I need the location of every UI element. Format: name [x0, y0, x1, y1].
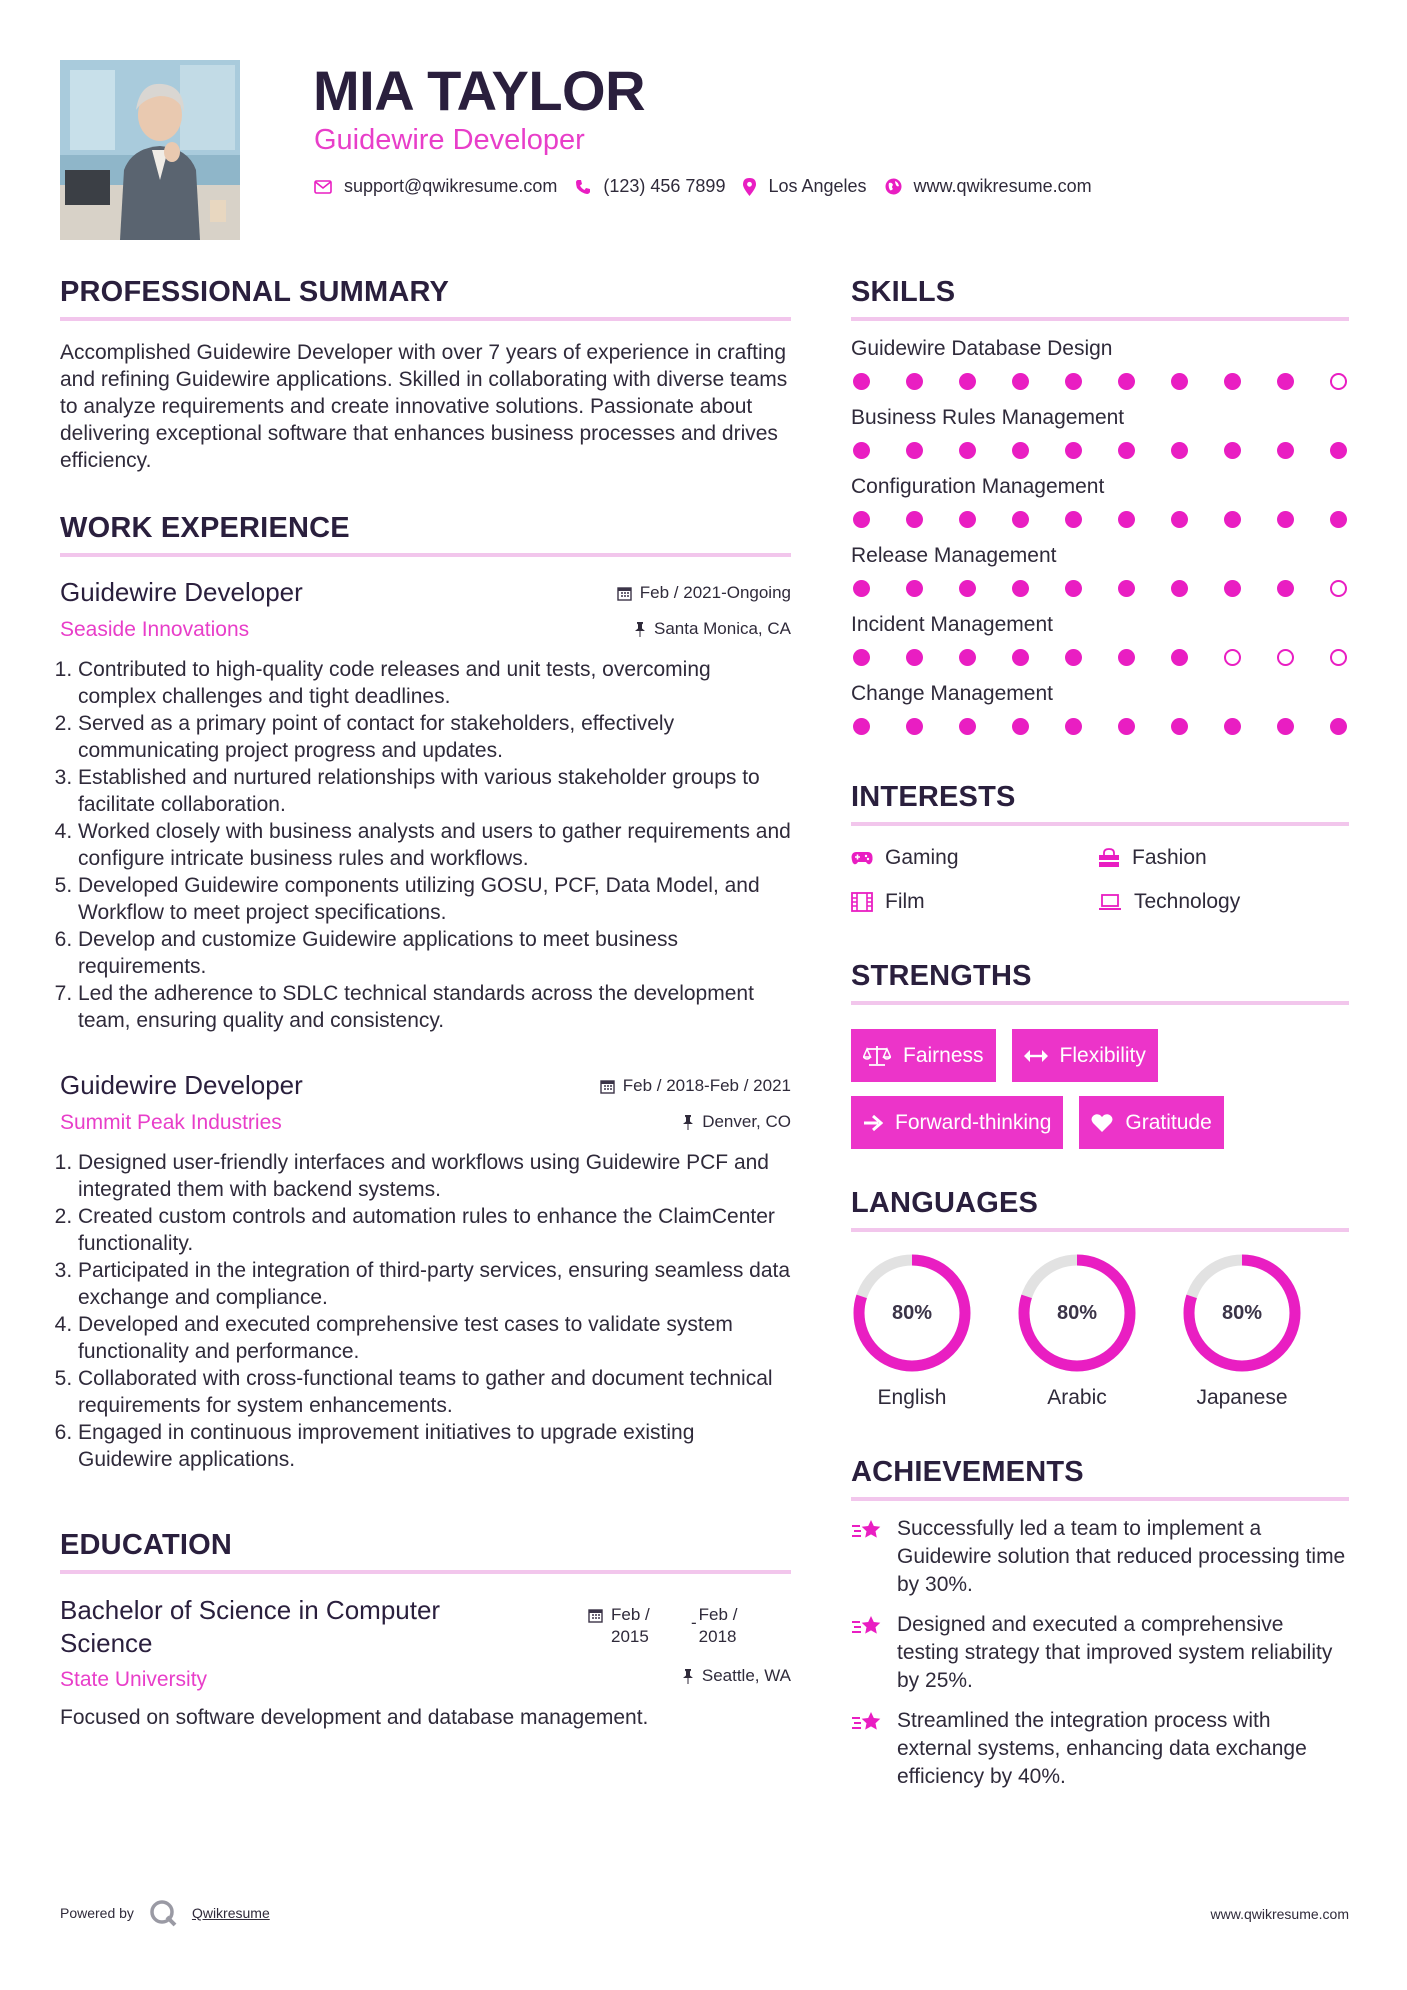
rating-dot-filled [959, 442, 976, 459]
skill-rating [851, 718, 1349, 735]
contact-bar [314, 176, 1110, 197]
language-item [1181, 1252, 1303, 1410]
rating-dot-filled [1224, 580, 1241, 597]
candidate-role: Guidewire Developer [314, 124, 585, 156]
rating-dot-filled [853, 442, 870, 459]
job-location [634, 619, 791, 639]
rating-dot-filled [1330, 442, 1347, 459]
skill-name: Business Rules Management [851, 406, 1125, 429]
right-column [851, 276, 1349, 1791]
education-location [682, 1666, 791, 1686]
rating-dot-filled [1065, 373, 1082, 390]
languages-list [851, 1252, 1349, 1410]
contact-location [743, 176, 866, 197]
rating-dot-filled [1118, 580, 1135, 597]
interest-label: Film [885, 890, 925, 913]
rating-dot-filled [959, 649, 976, 666]
skill-name: Change Management [851, 682, 1053, 705]
location-text: Los Angeles [768, 176, 867, 196]
gamepad-icon [851, 851, 873, 865]
skill-item [851, 544, 1349, 597]
rating-dot-empty [1330, 373, 1347, 390]
rating-dot-filled [1277, 442, 1294, 459]
rating-dot-filled [1118, 511, 1135, 528]
rating-dot-filled [1118, 442, 1135, 459]
list-item: 3. Established and nurtured relationships with various stakeholder groups to facilitate collaboration. [78, 764, 791, 818]
education-date-end: Feb / 2018 [698, 1605, 738, 1646]
arrows-horizontal-icon [1024, 1049, 1048, 1063]
brand-link[interactable]: Qwikresume [191, 1905, 270, 1921]
job-location [682, 1112, 791, 1132]
rating-dot-filled [959, 718, 976, 735]
summary-text: Accomplished Guidewire Developer with over 7 years of experience in crafting and refining Guidewire applications. Skilled in collaborating with diverse teams to analyze requirements and create innovative solutions. Passionate about delivering exceptional software that enhances business processes and drives efficiency. [60, 341, 788, 472]
skill-item [851, 682, 1349, 735]
phone-icon [575, 179, 591, 195]
rating-dot-filled [1171, 580, 1188, 597]
rating-dot-filled [1065, 442, 1082, 459]
language-name: Arabic [1047, 1386, 1107, 1409]
achievement-item [851, 1707, 1349, 1791]
rating-dot-filled [853, 511, 870, 528]
rating-dot-filled [959, 511, 976, 528]
rating-dot-filled [906, 373, 923, 390]
strength-label: Fairness [903, 1043, 984, 1067]
strength-tag [1079, 1096, 1223, 1149]
achievements-list [851, 1515, 1349, 1791]
interest-label: Fashion [1132, 846, 1207, 869]
rating-dot-filled [1012, 373, 1029, 390]
rating-dot-empty [1330, 580, 1347, 597]
envelope-icon [314, 180, 332, 194]
interests-heading: INTERESTS [851, 781, 1349, 826]
education-location-text: Seattle, WA [701, 1666, 791, 1685]
summary-heading: PROFESSIONAL SUMMARY [60, 276, 791, 321]
education-entry [60, 1594, 791, 1731]
job-entry [60, 1070, 791, 1473]
skills-list [851, 337, 1349, 735]
rating-dot-filled [1012, 580, 1029, 597]
footer-powered [60, 1898, 270, 1928]
interest-label: Gaming [885, 846, 959, 869]
job-company: Summit Peak Industries [60, 1111, 282, 1134]
rating-dot-filled [1065, 718, 1082, 735]
job-entry [60, 577, 791, 1034]
language-ring [1181, 1252, 1303, 1374]
shooting-star-icon [851, 1613, 883, 1641]
contact-email[interactable] [314, 176, 557, 197]
rating-dot-filled [1224, 511, 1241, 528]
job-date [600, 1076, 791, 1096]
rating-dot-filled [1277, 718, 1294, 735]
skill-item [851, 613, 1349, 666]
pushpin-icon [634, 621, 646, 637]
list-item: 2. Created custom controls and automation rules to enhance the ClaimCenter functionality. [78, 1203, 791, 1257]
strength-label: Flexibility [1059, 1043, 1146, 1067]
rating-dot-filled [1330, 511, 1347, 528]
rating-dot-filled [1171, 442, 1188, 459]
balance-scale-icon [863, 1045, 891, 1067]
interest-label: Technology [1134, 890, 1241, 913]
achievements-heading: ACHIEVEMENTS [851, 1456, 1349, 1501]
calendar-icon [617, 586, 632, 601]
job-location-text: Denver, CO [702, 1112, 791, 1131]
rating-dot-filled [853, 649, 870, 666]
job-date-text: Feb / 2021-Ongoing [639, 583, 791, 602]
school-name: State University [60, 1668, 208, 1691]
arrow-right-icon [863, 1114, 883, 1132]
map-marker-icon [743, 178, 756, 196]
rating-dot-filled [1171, 649, 1188, 666]
list-item: 7. Led the adherence to SDLC technical standards across the development team, ensuring quality and consistency. [78, 980, 791, 1034]
rating-dot-empty [1330, 649, 1347, 666]
rating-dot-filled [1118, 649, 1135, 666]
strength-label: Gratitude [1125, 1110, 1212, 1134]
achievement-text: Successfully led a team to implement a Guidewire solution that reduced processing time by 30%. [897, 1517, 1346, 1596]
interest-item [1098, 890, 1345, 914]
job-company: Seaside Innovations [60, 618, 250, 641]
strengths-heading: STRENGTHS [851, 960, 1349, 1005]
interest-item [851, 846, 1098, 870]
rating-dot-filled [906, 511, 923, 528]
skill-rating [851, 442, 1349, 459]
shopping-bag-icon [1098, 848, 1120, 868]
rating-dot-filled [1118, 373, 1135, 390]
strength-tag [851, 1096, 1063, 1149]
job-location-text: Santa Monica, CA [653, 619, 791, 638]
achievement-item [851, 1515, 1349, 1599]
rating-dot-filled [959, 580, 976, 597]
shooting-star-icon [851, 1709, 883, 1737]
education-description: Focused on software development and database management. [60, 1706, 649, 1729]
achievement-item [851, 1611, 1349, 1695]
rating-dot-filled [1171, 511, 1188, 528]
rating-dot-filled [1012, 442, 1029, 459]
rating-dot-filled [1277, 511, 1294, 528]
rating-dot-filled [1224, 442, 1241, 459]
list-item: 2. Served as a primary point of contact for stakeholders, effectively communicating project progress and updates. [78, 710, 791, 764]
profile-photo [60, 60, 240, 240]
language-ring [851, 1252, 973, 1374]
job-date [617, 583, 791, 603]
list-item: 1. Contributed to high-quality code releases and unit tests, overcoming complex challenges and tight deadlines. [78, 656, 791, 710]
interest-item [851, 890, 1098, 914]
strength-label: Forward-thinking [895, 1110, 1052, 1134]
rating-dot-filled [1277, 580, 1294, 597]
skill-name: Incident Management [851, 613, 1053, 636]
rating-dot-filled [906, 580, 923, 597]
rating-dot-filled [906, 718, 923, 735]
language-item [851, 1252, 973, 1410]
list-item: 3. Participated in the integration of third-party services, ensuring seamless data exchange and compliance. [78, 1257, 791, 1311]
rating-dot-filled [1277, 373, 1294, 390]
language-item [1016, 1252, 1138, 1410]
shooting-star-icon [851, 1517, 883, 1545]
degree-title: Bachelor of Science in Computer Science [60, 1595, 441, 1658]
skill-item [851, 337, 1349, 390]
list-item: 5. Developed Guidewire components utilizing GOSU, PCF, Data Model, and Workflow to meet project specifications. [78, 872, 791, 926]
left-column [60, 276, 791, 1731]
qwikresume-logo-icon [148, 1898, 178, 1928]
rating-dot-filled [853, 580, 870, 597]
list-item: 6. Engaged in continuous improvement initiatives to upgrade existing Guidewire applications. [78, 1419, 791, 1473]
job-bullets [60, 1149, 791, 1473]
globe-icon [885, 178, 902, 195]
rating-dot-filled [1330, 718, 1347, 735]
language-ring [1016, 1252, 1138, 1374]
skill-item [851, 475, 1349, 528]
rating-dot-empty [1277, 649, 1294, 666]
skill-rating [851, 580, 1349, 597]
website-text: www.qwikresume.com [913, 176, 1092, 196]
pushpin-icon [682, 1114, 694, 1130]
phone-text: (123) 456 7899 [603, 176, 726, 196]
rating-dot-empty [1224, 649, 1241, 666]
skill-rating [851, 511, 1349, 528]
strength-tag [1012, 1029, 1158, 1082]
job-bullets [60, 656, 791, 1034]
list-item: 4. Worked closely with business analysts and users to gather requirements and configure intricate business rules and workflows. [78, 818, 791, 872]
languages-heading: LANGUAGES [851, 1187, 1349, 1232]
job-title: Guidewire Developer [60, 1070, 303, 1100]
work-heading: WORK EXPERIENCE [60, 512, 791, 557]
calendar-icon [600, 1079, 615, 1094]
job-title: Guidewire Developer [60, 577, 303, 607]
skill-name: Release Management [851, 544, 1057, 567]
education-date-sep: - [691, 1613, 697, 1632]
rating-dot-filled [1012, 718, 1029, 735]
footer-website[interactable]: www.qwikresume.com [1210, 1906, 1349, 1922]
powered-by-text: Powered by [60, 1905, 134, 1921]
rating-dot-filled [1065, 511, 1082, 528]
education-date [588, 1604, 747, 1648]
laptop-icon [1098, 893, 1122, 911]
skills-heading: SKILLS [851, 276, 1349, 321]
contact-website[interactable] [885, 176, 1092, 197]
skill-name: Configuration Management [851, 475, 1105, 498]
skill-name: Guidewire Database Design [851, 337, 1113, 360]
language-percent: 80% [1221, 1301, 1263, 1324]
language-name: Japanese [1196, 1386, 1288, 1409]
skill-rating [851, 649, 1349, 666]
film-icon [851, 892, 873, 912]
rating-dot-filled [1224, 718, 1241, 735]
interest-item [1098, 846, 1345, 870]
list-item: 1. Designed user-friendly interfaces and workflows using Guidewire PCF and integrated them with backend systems. [78, 1149, 791, 1203]
interests-list [851, 846, 1349, 914]
rating-dot-filled [1118, 718, 1135, 735]
language-percent: 80% [1056, 1301, 1098, 1324]
rating-dot-filled [853, 373, 870, 390]
language-name: English [877, 1386, 947, 1409]
education-heading: EDUCATION [60, 1529, 791, 1574]
education-date-start: Feb / 2015 [611, 1605, 650, 1646]
list-item: 4. Developed and executed comprehensive test cases to validate system functionality and performance. [78, 1311, 791, 1365]
pushpin-icon [682, 1668, 694, 1684]
list-item: 5. Collaborated with cross-functional teams to gather and document technical requirements for system enhancements. [78, 1365, 791, 1419]
email-text: support@qwikresume.com [344, 176, 558, 196]
rating-dot-filled [1012, 511, 1029, 528]
language-percent: 80% [891, 1301, 933, 1324]
achievement-text: Designed and executed a comprehensive testing strategy that improved system reliability by 25%. [897, 1613, 1333, 1692]
achievement-text: Streamlined the integration process with external systems, enhancing data exchange efficiency by 40%. [897, 1709, 1307, 1788]
rating-dot-filled [1171, 373, 1188, 390]
strengths-list [851, 1029, 1349, 1149]
contact-phone[interactable] [575, 176, 725, 197]
job-date-text: Feb / 2018-Feb / 2021 [622, 1076, 791, 1095]
rating-dot-filled [1065, 649, 1082, 666]
rating-dot-filled [1065, 580, 1082, 597]
calendar-icon [588, 1608, 603, 1623]
strength-tag [851, 1029, 996, 1082]
rating-dot-filled [906, 649, 923, 666]
list-item: 6. Develop and customize Guidewire applications to meet business requirements. [78, 926, 791, 980]
skill-rating [851, 373, 1349, 390]
heart-icon [1091, 1113, 1113, 1133]
skill-item [851, 406, 1349, 459]
rating-dot-filled [1171, 718, 1188, 735]
rating-dot-filled [959, 373, 976, 390]
candidate-name: MIA TAYLOR [313, 59, 646, 122]
rating-dot-filled [1012, 649, 1029, 666]
rating-dot-filled [1224, 373, 1241, 390]
rating-dot-filled [853, 718, 870, 735]
rating-dot-filled [906, 442, 923, 459]
